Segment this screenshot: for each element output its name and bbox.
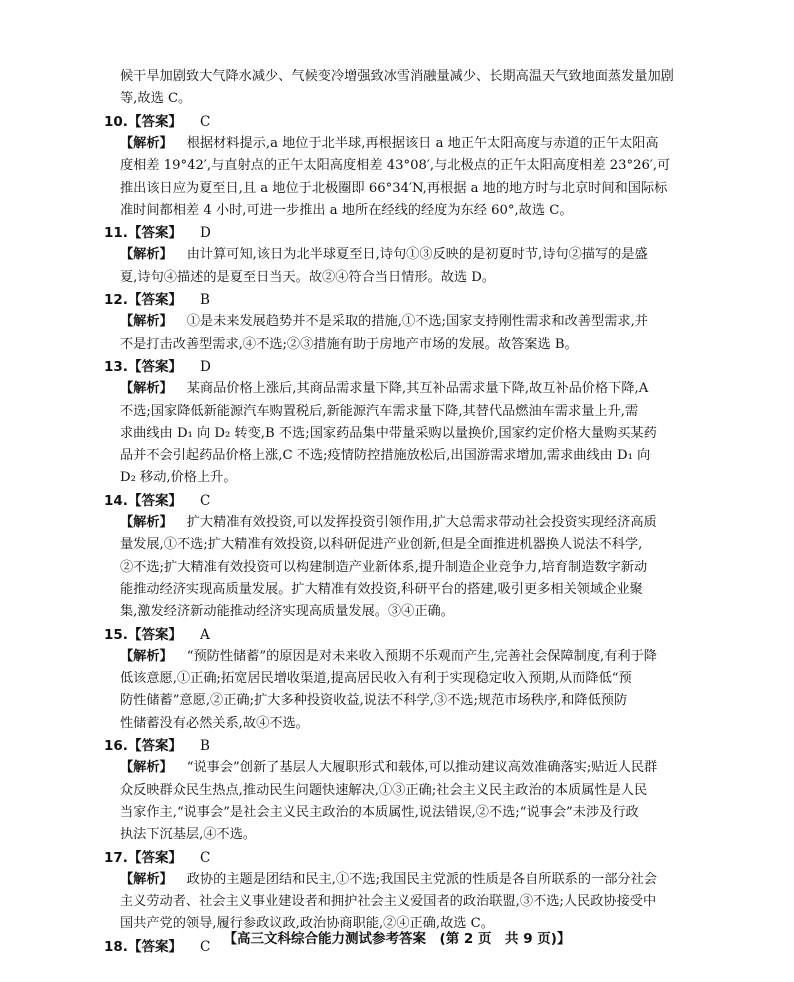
answer-label: 【答案】 [128, 225, 182, 242]
answer-line [104, 490, 664, 512]
analysis-line [120, 378, 680, 400]
answer-value: D [200, 358, 211, 375]
question-number: 18. [104, 938, 128, 955]
text-line: 等,故选 C。 [120, 91, 192, 107]
question-number: 12. [104, 292, 128, 308]
text-line: 集,激发经济新动能推动经济实现高质量发展。③④正确。 [120, 604, 454, 620]
answer-line [104, 222, 664, 244]
analysis-line [120, 311, 680, 333]
text-line: 防性储蓄”意愿,②正确;扩大多种投资收益,说法不科学,③不选;规范市场秩序,和降低预防 [120, 693, 628, 709]
text-line: 候干旱加剧致大气降水减少、气候变冷增强致冰雪消融量减少、长期高温天气致地面蒸发量加剧 [120, 69, 674, 84]
analysis-text: ①是未来发展趋势并不是采取的措施,①不选;国家支持刚性需求和改善型需求,并 [186, 314, 648, 330]
text-line: 求曲线由 D₁ 向 D₂ 转变,B 不选;国家药品集中带量采购以量换价,国家约定价格大量购买某药 [120, 425, 657, 441]
analysis-line [120, 757, 680, 779]
text-line: 低该意愿,①正确;拓宽居民增收渠道,提高居民收入有利于实现稳定收入预期,从而降低“预 [120, 671, 632, 687]
text-line: 准时间都相差 4 小时,可进一步推出 a 地所在经线的经度为东经 60°,故选 C。 [120, 202, 573, 218]
answer-value: C [200, 113, 211, 130]
answer-line [104, 111, 664, 133]
text-line: 推出该日应为夏至日,且 a 地位于北极圈即 66°34′N,再根据 a 地的地方时与北京时间和国际标 [120, 180, 668, 196]
answer-label: 【答案】 [128, 358, 182, 375]
text-line: 能推动经济实现高质量发展。扩大精准有效投资,科研平台的搭建,吸引更多相关领域企业聚 [120, 581, 643, 597]
answer-line [104, 289, 664, 311]
analysis-label: 【解析】 [120, 648, 173, 664]
text-line: 不是打击改善型需求,④不选;②③措施有助于房地产市场的发展。故答案选 B。 [120, 336, 578, 352]
text-line: 度相差 19°42′,与直射点的正午太阳高度相差 43°08′,与北极点的正午太阳高度相差 23°26′,可 [120, 158, 671, 174]
answer-label: 【答案】 [128, 738, 182, 754]
text-line: 性储蓄没有必然关系,故④不选。 [120, 715, 309, 731]
answer-line [104, 735, 664, 757]
question-number: 14. [104, 492, 128, 509]
answer-line [104, 847, 664, 869]
analysis-label: 【解析】 [120, 314, 173, 330]
analysis-line [120, 512, 680, 534]
answer-value: C [200, 492, 211, 509]
analysis-line [120, 869, 680, 891]
analysis-label: 【解析】 [120, 871, 173, 887]
analysis-label: 【解析】 [120, 381, 173, 397]
page-footer: 【高三文科综合能力测试参考答案 (第 2 页 共 9 页)】 [223, 931, 571, 947]
question-number: 13. [104, 358, 128, 375]
analysis-label: 【解析】 [120, 135, 173, 151]
question-number: 16. [104, 738, 128, 754]
text-line: 量发展,①不选;扩大精准有效投资,以科研促进产业创新,但是全面推进机器换人说法不科学, [120, 537, 643, 553]
text-line: 主义劳动者、社会主义事业建设者和拥护社会主义爱国者的政治联盟,③不选;人民政协接受中 [120, 894, 657, 910]
analysis-label: 【解析】 [120, 247, 173, 263]
answer-label: 【答案】 [128, 938, 182, 955]
text-line: 品并不会引起药品价格上涨,C 不选;疫情防控措施放松后,出国游需求增加,需求曲线由 D₁ 向 [120, 448, 651, 464]
analysis-text: 根据材料提示,a 地位于北半球,再根据该日 a 地正午太阳高度与赤道的正午太阳高 [186, 135, 659, 151]
analysis-line [120, 133, 680, 155]
answer-label: 【答案】 [128, 849, 182, 866]
analysis-line [120, 646, 680, 668]
analysis-label: 【解析】 [120, 760, 173, 776]
text-line: ②不选;扩大精准有效投资可以构建制造产业新体系,提升制造企业竞争力,培育制造数字新动 [120, 559, 648, 575]
text-line: 执法下沉基层,④不选。 [120, 827, 257, 843]
answer-value: C [200, 849, 211, 866]
answer-line [104, 624, 664, 646]
answer-value: D [200, 225, 211, 242]
text-line: 当家作主,“说事会”是社会主义民主政治的本质属性,说法错误,②不选;“说事会”未涉及行政 [120, 804, 639, 820]
analysis-text: “预防性储蓄”的原因是对未来收入预期不乐观而产生,完善社会保障制度,有利于降 [186, 648, 657, 664]
answer-value: A [200, 626, 210, 643]
analysis-text: “说事会”创新了基层人大履职形式和载体,可以推动建议高效准确落实;贴近人民群 [186, 760, 658, 776]
answer-label: 【答案】 [128, 113, 182, 130]
analysis-label: 【解析】 [120, 515, 173, 530]
question-number: 17. [104, 849, 128, 866]
text-line: 国共产党的领导,履行参政议政,政治协商职能,②④正确,故选 C。 [120, 916, 494, 932]
answer-line [104, 356, 664, 378]
text-line: 夏,诗句④描述的是夏至日当天。故②④符合当日情形。故选 D。 [120, 269, 496, 285]
analysis-text: 某商品价格上涨后,其商品需求量下降,其互补品需求量下降,故互补品价格下降,A [186, 381, 649, 397]
text-line: 众反映群众民生热点,推动民生问题快速解决,①③正确;社会主义民主政治的本质属性是人民 [120, 782, 648, 798]
question-number: 11. [104, 225, 128, 242]
analysis-text: 政协的主题是团结和民主,①不选;我国民主党派的性质是各自所联系的一部分社会 [186, 871, 657, 887]
answer-label: 【答案】 [128, 492, 182, 509]
answer-value: B [200, 738, 210, 754]
question-number: 15. [104, 626, 128, 643]
analysis-text: 扩大精准有效投资,可以发挥投资引领作用,扩大总需求带动社会投资实现经济高质 [186, 515, 657, 530]
answer-value: C [200, 938, 211, 955]
text-line: 不选;国家降低新能源汽车购置税后,新能源汽车需求量下降,其替代品燃油车需求量上升,需 [120, 403, 639, 419]
analysis-text: 由计算可知,该日为北半球夏至日,诗句①③反映的是初夏时节,诗句②描写的是盛 [186, 247, 648, 263]
answer-label: 【答案】 [128, 292, 182, 308]
answer-value: B [200, 292, 210, 308]
question-number: 10. [104, 113, 128, 130]
analysis-line [120, 244, 680, 266]
answer-label: 【答案】 [128, 626, 182, 643]
text-line: D₂ 移动,价格上升。 [120, 470, 237, 486]
